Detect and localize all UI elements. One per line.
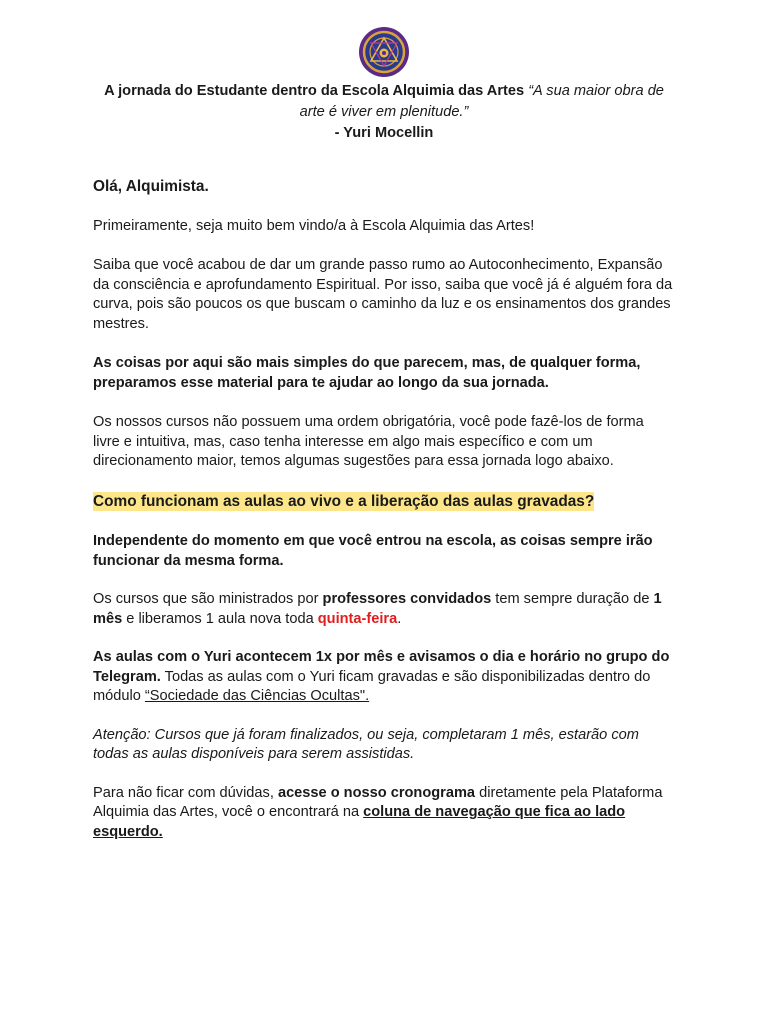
paragraph-schedule: Para não ficar com dúvidas, acesse o nosso cronograma diretamente pela Plataforma Alquimia das Artes, você o encontrará na coluna de navegação que fica ao lado esquerdo. (93, 784, 663, 840)
paragraph-same-way: Independente do momento em que você entrou na escola, as coisas sempre irão funcionar da mesma forma. (93, 533, 653, 569)
document-title: A jornada do Estudante dentro da Escola Alquimia das Artes (104, 83, 525, 99)
paragraph-guest-teachers: Os cursos que são ministrados por professores convidados tem sempre duração de 1 mês e liberamos 1 aula nova toda quinta-feira. (93, 591, 662, 627)
module-link[interactable]: “Sociedade das Ciências Ocultas". (144, 688, 370, 704)
paragraph-intro: Saiba que você acabou de dar um grande passo rumo ao Autoconhecimento, Expansão da consciência e aprofundamento Espiritual. Por isso, saiba que você já é alguém fora da curva, pois são poucos os que buscam o caminho da luz e os ensinamentos dos grandes mestres. (93, 257, 673, 332)
schedule-emphasis: acesse o nosso cronograma (277, 784, 476, 801)
paragraph-courses: Os nossos cursos não possuem uma ordem obrigatória, você pode fazê-los de forma livre e intuitiva, mas, caso tenha interesse em algo mais específico e com um direcionamento maior, temos algumas sugestões para essa jornada logo abaixo. (93, 414, 644, 469)
paragraph-yuri-classes: As aulas com o Yuri acontecem 1x por mês e avisamos o dia e horário no grupo do Telegram. Todas as aulas com o Yuri ficam gravadas e são disponibilizadas dentro do módulo “Sociedade das Ciências Ocultas". (93, 649, 670, 704)
document-header (96, 81, 672, 144)
paragraph-attention: Atenção: Cursos que já foram finalizados, ou seja, completaram 1 mês, estarão com todas as aulas disponíveis para serem assistidas. (93, 726, 639, 762)
quote-author: - Yuri Mocellin (334, 125, 434, 141)
navigation-column-link[interactable]: coluna de navegação que fica ao lado esquerdo. (93, 804, 626, 840)
header-quote: “A sua maior obra de arte é viver em plenitude.” (299, 83, 664, 120)
document-body (93, 177, 673, 842)
thursday-highlight: quinta-feira (317, 610, 398, 627)
greeting: Olá, Alquimista. (93, 178, 209, 195)
paragraph-simple: As coisas por aqui são mais simples do que parecem, mas, de qualquer forma, preparamos esse material para te ajudar ao longo da sua jornada. (93, 355, 641, 391)
paragraph-welcome: Primeiramente, seja muito bem vindo/a à Escola Alquimia das Artes! (93, 217, 535, 234)
alchemy-emblem-icon (358, 26, 410, 78)
section-heading: Como funcionam as aulas ao vivo e a liberação das aulas gravadas? (93, 492, 595, 510)
